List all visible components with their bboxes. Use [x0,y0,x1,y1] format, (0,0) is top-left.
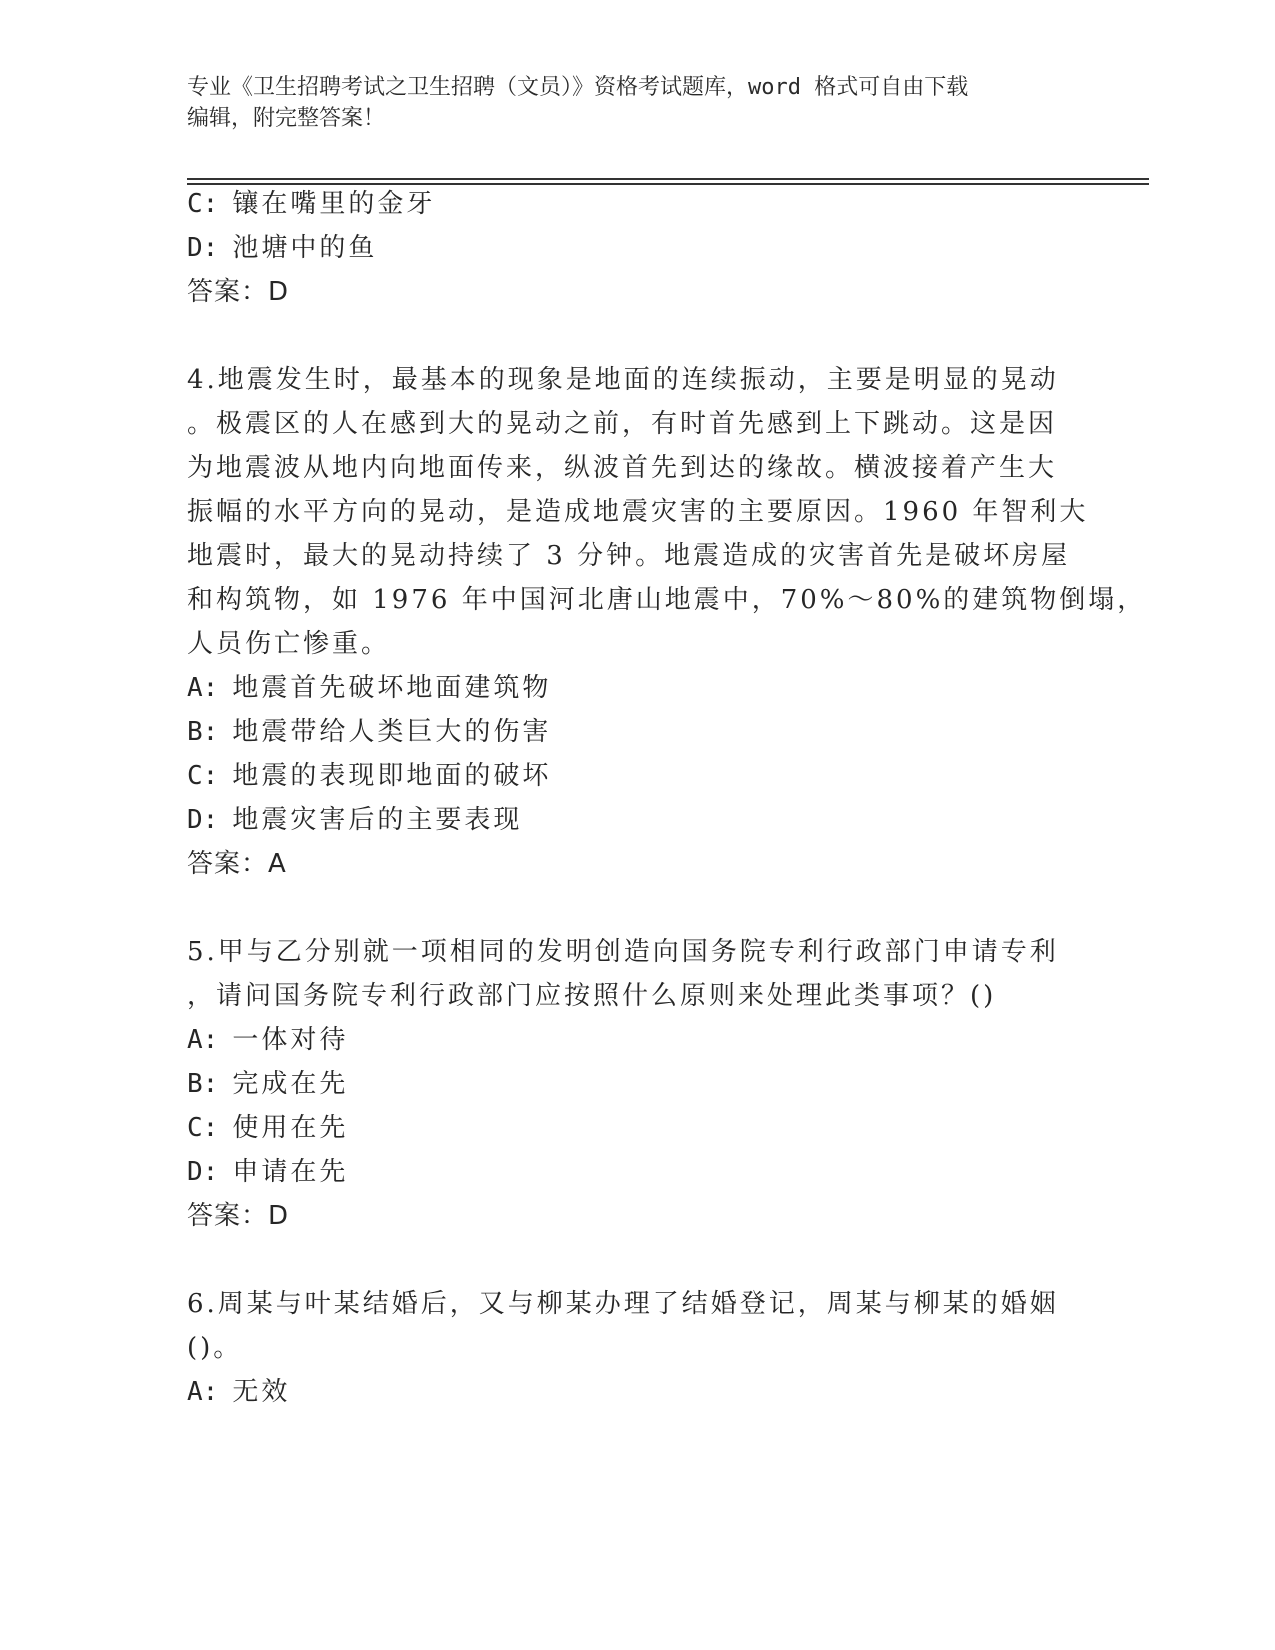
option-label: B: [187,717,219,747]
option-label: D: [187,1157,219,1187]
prev-answer: 答案：D [187,277,290,307]
header-line-1: 专业《卫生招聘考试之卫生招聘（文员）》资格考试题库，word 格式可自由下载 [187,75,969,100]
q4-option-b [187,710,551,755]
option-label: C: [187,1113,219,1143]
option-text: 地震灾害后的主要表现 [232,805,523,835]
q4-stem-line-1: 4.地震发生时，最基本的现象是地面的连续振动，主要是明显的晃动 [187,365,1059,395]
document-header [187,72,1087,134]
option-text: 一体对待 [232,1025,349,1055]
q5-option-c [187,1106,348,1151]
q4-stem-line-6: 和构筑物，如 1976 年中国河北唐山地震中，70%～80%的建筑物倒塌， [187,585,1147,615]
q5-option-a [187,1018,348,1063]
option-label: C: [187,189,219,219]
option-label: A: [187,673,219,703]
option-label: B: [187,1069,219,1099]
q5-option-d [187,1150,348,1195]
q5-answer: 答案：D [187,1201,290,1231]
q4-stem-line-4: 振幅的水平方向的晃动，是造成地震灾害的主要原因。1960 年智利大 [187,497,1089,527]
q4-stem-line-3: 为地震波从地内向地面传来，纵波首先到达的缘故。横波接着产生大 [187,453,1058,483]
option-label: D: [187,233,219,263]
option-text: 无效 [232,1377,291,1407]
q6-stem-line-1: 6.周某与叶某结婚后，又与柳某办理了结婚登记，周某与柳某的婚姻 [187,1289,1059,1319]
option-text: 池塘中的鱼 [232,233,378,263]
header-line-2: 编辑，附完整答案！ [187,106,386,131]
option-text: 申请在先 [232,1157,349,1187]
q4-stem-line-5: 地震时，最大的晃动持续了 3 分钟。地震造成的灾害首先是破坏房屋 [187,541,1071,571]
header-divider-top [187,178,1149,180]
option-text: 地震首先破坏地面建筑物 [232,673,552,703]
q4-stem-line-2: 。极震区的人在感到大的晃动之前，有时首先感到上下跳动。这是因 [187,409,1058,439]
option-label: C: [187,761,219,791]
option-text: 完成在先 [232,1069,349,1099]
option-label: A: [187,1377,219,1407]
q4-stem-line-7: 人员伤亡惨重。 [187,629,391,659]
option-label: A: [187,1025,219,1055]
q4-answer: 答案：A [187,849,287,879]
option-text: 使用在先 [232,1113,349,1143]
option-label: D: [187,805,219,835]
q5-option-b [187,1062,348,1107]
q5-stem-line-2: ，请问国务院专利行政部门应按照什么原则来处理此类事项？() [187,981,997,1011]
q5-stem-line-1: 5.甲与乙分别就一项相同的发明创造向国务院专利行政部门申请专利 [187,937,1059,967]
prev-option-d [187,226,377,271]
q6-stem-line-2: ()。 [187,1333,243,1363]
q4-option-c [187,754,551,799]
prev-option-c [187,182,435,227]
option-text: 地震带给人类巨大的伤害 [232,717,552,747]
q6-option-a [187,1370,290,1415]
q4-option-a [187,666,551,711]
option-text: 地震的表现即地面的破坏 [232,761,552,791]
q4-option-d [187,798,522,843]
option-text: 镶在嘴里的金牙 [232,189,436,219]
